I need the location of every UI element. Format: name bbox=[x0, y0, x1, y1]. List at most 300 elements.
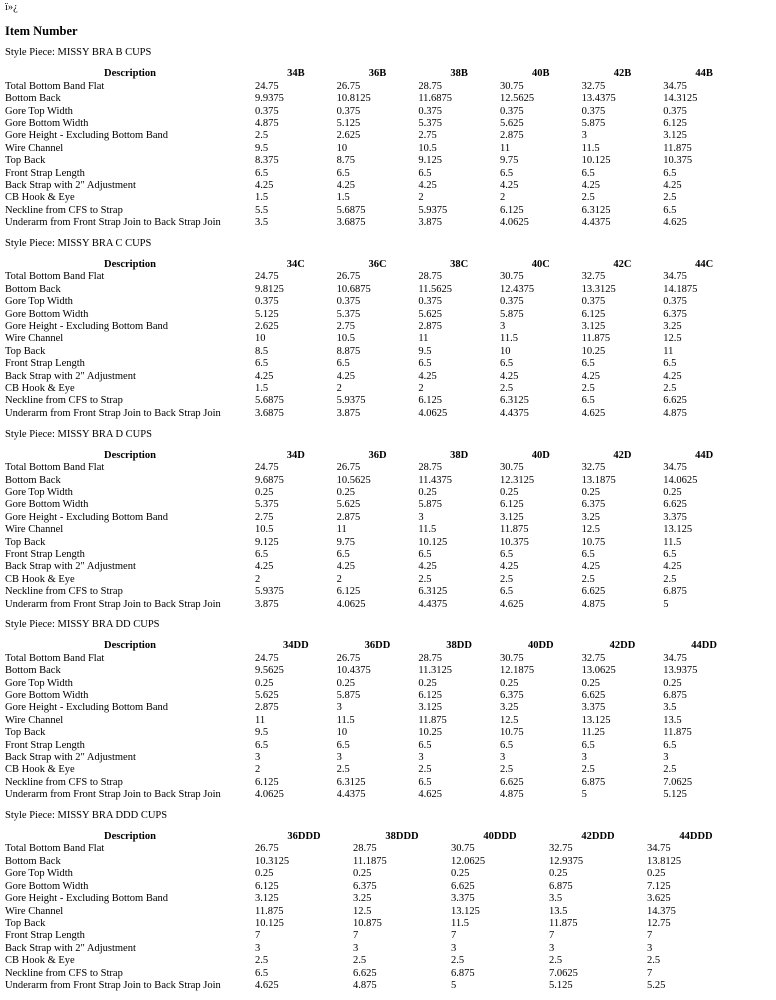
column-header-size: 38B bbox=[450, 68, 468, 80]
measurement-value: 4.25 bbox=[581, 370, 600, 382]
measurement-value: 3 bbox=[451, 942, 457, 954]
measurement-value: 3.125 bbox=[255, 893, 279, 905]
measurement-value: 11 bbox=[418, 333, 429, 345]
column-header-size: 40DDD bbox=[483, 831, 517, 843]
row-label: CB Hook & Eye bbox=[5, 192, 75, 204]
measurement-value: 11.5 bbox=[336, 714, 355, 726]
measurement-value: 4.4375 bbox=[581, 217, 611, 229]
measurement-value: 5.625 bbox=[418, 308, 442, 320]
measurement-value: 5.375 bbox=[418, 117, 442, 129]
table-header-row bbox=[5, 68, 745, 80]
measurement-value: 3.5 bbox=[255, 217, 269, 229]
measurement-value: 26.75 bbox=[336, 652, 361, 664]
measurement-value: 3 bbox=[255, 752, 261, 764]
measurement-value: 5.875 bbox=[581, 117, 606, 129]
row-label: Neckline from CFS to Strap bbox=[5, 967, 123, 979]
measurement-value: 24.75 bbox=[255, 271, 279, 283]
row-label: Neckline from CFS to Strap bbox=[5, 395, 123, 407]
measurement-value: 28.75 bbox=[418, 271, 442, 283]
measurement-value: 4.875 bbox=[581, 598, 606, 610]
measurement-value: 3.875 bbox=[255, 598, 279, 610]
table-row bbox=[5, 740, 745, 752]
measurement-value: 7.0625 bbox=[549, 967, 578, 979]
measurement-value: 10.8125 bbox=[336, 93, 371, 105]
column-header-size: 34DD bbox=[282, 640, 309, 652]
measurement-value: 5.125 bbox=[336, 117, 361, 129]
bom-artifact: ï»¿ bbox=[5, 2, 18, 13]
measurement-value: 4.25 bbox=[663, 370, 682, 382]
measurement-value: 6.5 bbox=[663, 739, 677, 751]
measurement-value: 5.125 bbox=[663, 789, 687, 801]
table-header-row bbox=[5, 450, 745, 462]
measurement-value: 11.5 bbox=[663, 536, 682, 548]
measurement-value: 4.4375 bbox=[336, 789, 366, 801]
row-label: Bottom Back bbox=[5, 855, 61, 867]
table-row bbox=[5, 383, 745, 395]
measurement-value: 12.5625 bbox=[499, 93, 535, 105]
table-row bbox=[5, 752, 745, 764]
measurement-value: 12.0625 bbox=[451, 855, 486, 867]
measurement-value: 4.875 bbox=[663, 407, 687, 419]
measurement-value: 0.375 bbox=[255, 296, 279, 308]
measurement-value: 30.75 bbox=[499, 80, 524, 92]
measurement-value: 8.75 bbox=[336, 155, 356, 167]
measurement-value: 9.75 bbox=[499, 155, 519, 167]
measurement-value: 6.875 bbox=[581, 776, 606, 788]
measurement-value: 2 bbox=[255, 764, 261, 776]
measurement-value: 2.75 bbox=[255, 511, 274, 523]
measurement-value: 6.5 bbox=[581, 395, 595, 407]
row-label: Neckline from CFS to Strap bbox=[5, 204, 123, 216]
table-row bbox=[5, 930, 745, 942]
row-label: Gore Top Width bbox=[5, 868, 73, 880]
column-header-size: 34D bbox=[286, 449, 305, 461]
style-piece-label: Style Piece: MISSY BRA B CUPS bbox=[5, 47, 152, 59]
column-header-size: 38DD bbox=[446, 640, 472, 652]
column-header-size: 44D bbox=[695, 449, 714, 461]
table-row bbox=[5, 358, 745, 370]
measurement-value: 6.375 bbox=[663, 308, 687, 320]
column-header-size: 44DDD bbox=[679, 831, 713, 843]
table-row bbox=[5, 143, 745, 155]
table-row bbox=[5, 487, 745, 499]
table-row bbox=[5, 192, 745, 204]
measurement-value: 4.0625 bbox=[499, 217, 529, 229]
column-header-size: 34B bbox=[287, 68, 305, 80]
measurement-value: 13.5 bbox=[549, 905, 568, 917]
measurement-value: 9.5 bbox=[418, 345, 432, 357]
measurement-value: 4.625 bbox=[255, 979, 279, 991]
measurement-value: 2.5 bbox=[581, 192, 595, 204]
table-row bbox=[5, 512, 745, 524]
measurement-value: 10.875 bbox=[353, 917, 382, 929]
measurement-value: 0.25 bbox=[255, 677, 274, 689]
measurement-value: 3 bbox=[353, 942, 359, 954]
measurement-value: 0.375 bbox=[663, 296, 687, 308]
measurement-value: 2 bbox=[418, 383, 424, 395]
measurement-value: 11.875 bbox=[499, 524, 529, 536]
measurement-value: 12.5 bbox=[663, 333, 682, 345]
measurement-value: 30.75 bbox=[499, 271, 524, 283]
measurement-value: 6.5 bbox=[336, 548, 350, 560]
measurement-value: 6.5 bbox=[418, 548, 432, 560]
measurement-value: 2.625 bbox=[255, 321, 279, 333]
table-row bbox=[5, 333, 745, 345]
measurement-value: 0.375 bbox=[663, 105, 687, 117]
measurement-value: 2.5 bbox=[499, 573, 514, 585]
row-label: Wire Channel bbox=[5, 524, 64, 536]
table-row bbox=[5, 346, 745, 358]
measurement-value: 4.25 bbox=[499, 179, 519, 191]
measurement-value: 6.5 bbox=[663, 204, 677, 216]
row-label: Back Strap with 2" Adjustment bbox=[5, 561, 136, 573]
measurement-value: 14.3125 bbox=[663, 93, 698, 105]
measurement-value: 1.5 bbox=[255, 192, 269, 204]
measurement-value: 2.5 bbox=[647, 955, 661, 967]
table-row bbox=[5, 271, 745, 283]
measurement-value: 4.25 bbox=[255, 179, 274, 191]
measurement-value: 2 bbox=[499, 192, 506, 204]
table-row bbox=[5, 296, 745, 308]
row-label: Total Bottom Band Flat bbox=[5, 80, 105, 92]
measurement-value: 9.125 bbox=[255, 536, 279, 548]
row-label: Top Back bbox=[5, 155, 46, 167]
measurement-value: 32.75 bbox=[581, 80, 606, 92]
measurement-value: 0.375 bbox=[255, 105, 279, 117]
measurement-value: 9.8125 bbox=[255, 283, 284, 295]
measurement-value: 10.125 bbox=[255, 917, 284, 929]
measurement-value: 6.125 bbox=[336, 586, 361, 598]
measurement-value: 4.625 bbox=[499, 598, 524, 610]
measurement-value: 11 bbox=[499, 142, 511, 154]
measurement-value: 6.3125 bbox=[499, 395, 529, 407]
measurement-value: 0.25 bbox=[336, 677, 356, 689]
measurement-value: 4.875 bbox=[255, 117, 279, 129]
measurement-value: 28.75 bbox=[418, 462, 442, 474]
measurement-value: 0.25 bbox=[255, 868, 274, 880]
measurement-value: 2 bbox=[336, 383, 342, 395]
measurement-value: 10.5625 bbox=[336, 474, 371, 486]
measurement-value: 3 bbox=[418, 752, 424, 764]
measurement-value: 2.5 bbox=[581, 573, 595, 585]
measurement-value: 6.5 bbox=[255, 167, 269, 179]
column-header-description: Description bbox=[104, 640, 156, 652]
measurement-value: 11 bbox=[663, 345, 674, 357]
measurement-value: 5.9375 bbox=[336, 395, 366, 407]
measurement-value: 6.125 bbox=[499, 499, 524, 511]
column-header-description: Description bbox=[104, 68, 156, 80]
row-label: Gore Top Width bbox=[5, 677, 73, 689]
measurement-value: 9.9375 bbox=[255, 93, 284, 105]
row-label: Top Back bbox=[5, 917, 46, 929]
measurement-value: 3 bbox=[581, 130, 587, 142]
table-row bbox=[5, 881, 745, 893]
row-label: Total Bottom Band Flat bbox=[5, 462, 105, 474]
measurement-value: 9.125 bbox=[418, 155, 442, 167]
measurement-value: 11.5 bbox=[418, 524, 437, 536]
measurement-value: 3.125 bbox=[499, 511, 524, 523]
row-label: Bottom Back bbox=[5, 283, 61, 295]
measurement-value: 3.875 bbox=[336, 407, 361, 419]
measurement-value: 5 bbox=[663, 598, 669, 610]
measurement-value: 3.25 bbox=[499, 702, 519, 714]
row-label: Gore Height - Excluding Bottom Band bbox=[5, 702, 169, 714]
measurement-value: 30.75 bbox=[499, 652, 524, 664]
table-row bbox=[5, 906, 745, 918]
row-label: Neckline from CFS to Strap bbox=[5, 776, 123, 788]
measurement-value: 3 bbox=[499, 752, 506, 764]
row-label: Gore Height - Excluding Bottom Band bbox=[5, 893, 169, 905]
measurement-table bbox=[5, 259, 745, 420]
row-label: Gore Top Width bbox=[5, 105, 73, 117]
measurement-value: 6.875 bbox=[451, 967, 475, 979]
table-row bbox=[5, 599, 745, 611]
measurement-value: 1.5 bbox=[255, 383, 269, 395]
measurement-value: 12.5 bbox=[353, 905, 372, 917]
measurement-value: 4.25 bbox=[336, 561, 356, 573]
table-row bbox=[5, 93, 745, 105]
measurement-value: 11 bbox=[336, 524, 347, 536]
row-label: Bottom Back bbox=[5, 474, 61, 486]
measurement-value: 2.625 bbox=[336, 130, 361, 142]
measurement-value: 10.75 bbox=[581, 536, 606, 548]
measurement-value: 13.4375 bbox=[581, 93, 616, 105]
measurement-value: 10.375 bbox=[663, 155, 693, 167]
measurement-value: 10.75 bbox=[499, 727, 524, 739]
measurement-value: 4.4375 bbox=[418, 598, 448, 610]
measurement-value: 2.5 bbox=[418, 573, 432, 585]
measurement-value: 11.3125 bbox=[418, 665, 453, 677]
row-label: Underarm from Front Strap Join to Back Strap Join bbox=[5, 598, 221, 610]
measurement-value: 14.1875 bbox=[663, 283, 698, 295]
measurement-value: 32.75 bbox=[581, 462, 606, 474]
table-row bbox=[5, 408, 745, 420]
table-row bbox=[5, 118, 745, 130]
measurement-value: 24.75 bbox=[255, 652, 279, 664]
measurement-value: 0.25 bbox=[353, 868, 372, 880]
measurement-value: 2.5 bbox=[663, 383, 677, 395]
measurement-value: 34.75 bbox=[663, 271, 687, 283]
table-row bbox=[5, 789, 745, 801]
measurement-value: 4.25 bbox=[418, 370, 437, 382]
column-header-size: 36DD bbox=[364, 640, 391, 652]
measurement-value: 2.75 bbox=[336, 321, 356, 333]
measurement-value: 11.875 bbox=[663, 727, 692, 739]
measurement-value: 10 bbox=[255, 333, 266, 345]
measurement-value: 0.25 bbox=[647, 868, 666, 880]
measurement-value: 6.5 bbox=[336, 739, 350, 751]
measurement-value: 13.3125 bbox=[581, 283, 616, 295]
measurement-value: 5.9375 bbox=[418, 204, 448, 216]
table-row bbox=[5, 155, 745, 167]
table-row bbox=[5, 462, 745, 474]
measurement-value: 2.5 bbox=[336, 764, 350, 776]
measurement-value: 4.25 bbox=[663, 561, 682, 573]
measurement-value: 6.625 bbox=[581, 586, 606, 598]
measurement-value: 26.75 bbox=[336, 462, 361, 474]
measurement-value: 4.25 bbox=[499, 370, 519, 382]
measurement-value: 7 bbox=[451, 930, 457, 942]
spec-sections bbox=[5, 47, 776, 992]
row-label: Gore Height - Excluding Bottom Band bbox=[5, 321, 169, 333]
row-label: Wire Channel bbox=[5, 714, 64, 726]
column-header-size: 38DDD bbox=[385, 831, 419, 843]
measurement-value: 0.375 bbox=[336, 105, 361, 117]
table-row bbox=[5, 777, 745, 789]
measurement-value: 2.5 bbox=[255, 955, 269, 967]
measurement-value: 5.125 bbox=[549, 979, 573, 991]
measurement-value: 4.0625 bbox=[418, 407, 448, 419]
measurement-value: 6.3125 bbox=[336, 776, 366, 788]
measurement-value: 4.25 bbox=[581, 179, 600, 191]
measurement-value: 2.875 bbox=[336, 511, 361, 523]
column-header-size: 38C bbox=[450, 259, 469, 270]
measurement-value: 6.5 bbox=[336, 358, 350, 370]
measurement-value: 6.3125 bbox=[418, 586, 448, 598]
measurement-value: 11.5625 bbox=[418, 283, 453, 295]
style-piece-label: Style Piece: MISSY BRA DD CUPS bbox=[5, 619, 160, 631]
measurement-value: 4.25 bbox=[336, 179, 356, 191]
measurement-value: 10.375 bbox=[499, 536, 529, 548]
row-label: Front Strap Length bbox=[5, 930, 85, 942]
measurement-value: 3.5 bbox=[549, 893, 563, 905]
measurement-value: 11.5 bbox=[499, 333, 518, 345]
measurement-value: 6.625 bbox=[663, 395, 687, 407]
table-row bbox=[5, 653, 745, 665]
measurement-value: 10.25 bbox=[418, 727, 442, 739]
measurement-value: 26.75 bbox=[336, 80, 361, 92]
measurement-value: 4.25 bbox=[663, 179, 682, 191]
measurement-value: 12.75 bbox=[647, 917, 671, 929]
measurement-value: 6.5 bbox=[418, 776, 432, 788]
row-label: Underarm from Front Strap Join to Back Strap Join bbox=[5, 407, 221, 419]
row-label: Gore Height - Excluding Bottom Band bbox=[5, 511, 169, 523]
measurement-value: 5 bbox=[581, 789, 587, 801]
measurement-value: 9.5625 bbox=[255, 665, 284, 677]
table-row bbox=[5, 81, 745, 93]
measurement-value: 4.875 bbox=[499, 789, 524, 801]
measurement-value: 10.125 bbox=[581, 155, 611, 167]
measurement-value: 5.625 bbox=[336, 499, 361, 511]
style-piece-label: Style Piece: MISSY BRA D CUPS bbox=[5, 428, 152, 440]
table-row bbox=[5, 918, 745, 930]
measurement-value: 6.375 bbox=[581, 499, 606, 511]
measurement-value: 2.5 bbox=[499, 383, 514, 395]
measurement-value: 6.5 bbox=[499, 739, 514, 751]
column-header-size: 44DD bbox=[691, 640, 717, 652]
column-header-size: 42C bbox=[613, 259, 632, 270]
measurement-value: 2.5 bbox=[581, 764, 595, 776]
page-title: Item Number bbox=[5, 24, 78, 39]
measurement-value: 7 bbox=[647, 967, 653, 979]
row-label: Underarm from Front Strap Join to Back Strap Join bbox=[5, 789, 221, 801]
measurement-value: 5.375 bbox=[255, 499, 279, 511]
measurement-value: 28.75 bbox=[418, 652, 442, 664]
measurement-value: 13.9375 bbox=[663, 665, 698, 677]
table-row bbox=[5, 764, 745, 776]
measurement-value: 5.5 bbox=[255, 204, 269, 216]
table-row bbox=[5, 180, 745, 192]
measurement-value: 7 bbox=[549, 930, 555, 942]
measurement-value: 7 bbox=[255, 930, 261, 942]
measurement-value: 6.5 bbox=[499, 586, 514, 598]
table-row bbox=[5, 586, 745, 598]
row-label: Bottom Back bbox=[5, 665, 61, 677]
measurement-value: 34.75 bbox=[663, 652, 687, 664]
measurement-value: 0.375 bbox=[499, 105, 524, 117]
measurement-value: 10 bbox=[336, 142, 348, 154]
measurement-value: 3 bbox=[499, 321, 506, 333]
measurement-value: 6.5 bbox=[499, 167, 514, 179]
row-label: Gore Top Width bbox=[5, 296, 73, 308]
table-row bbox=[5, 574, 745, 586]
column-header-size: 36DDD bbox=[287, 831, 321, 843]
column-header-description: Description bbox=[104, 831, 156, 843]
measurement-value: 32.75 bbox=[549, 843, 573, 855]
measurement-value: 11.875 bbox=[663, 142, 692, 154]
measurement-value: 6.5 bbox=[255, 358, 269, 370]
measurement-value: 6.625 bbox=[499, 776, 524, 788]
measurement-value: 4.625 bbox=[581, 407, 606, 419]
measurement-value: 10 bbox=[499, 345, 511, 357]
measurement-value: 6.5 bbox=[255, 739, 269, 751]
measurement-value: 11.6875 bbox=[418, 93, 453, 105]
measurement-value: 7.125 bbox=[647, 880, 671, 892]
measurement-value: 4.25 bbox=[581, 561, 600, 573]
row-label: Top Back bbox=[5, 345, 46, 357]
table-row bbox=[5, 715, 745, 727]
measurement-value: 6.125 bbox=[255, 880, 279, 892]
measurement-value: 6.5 bbox=[581, 167, 595, 179]
measurement-value: 13.0625 bbox=[581, 665, 616, 677]
row-label: Back Strap with 2" Adjustment bbox=[5, 752, 136, 764]
measurement-value: 3 bbox=[255, 942, 261, 954]
measurement-value: 12.5 bbox=[581, 524, 600, 536]
measurement-value: 0.25 bbox=[499, 486, 519, 498]
measurement-value: 0.25 bbox=[255, 486, 274, 498]
column-header-size: 36C bbox=[368, 259, 387, 270]
table-row bbox=[5, 955, 745, 967]
table-row bbox=[5, 665, 745, 677]
measurement-value: 6.125 bbox=[499, 204, 524, 216]
measurement-value: 12.1875 bbox=[499, 665, 535, 677]
measurement-value: 0.375 bbox=[336, 296, 361, 308]
measurement-value: 2.5 bbox=[549, 955, 563, 967]
measurement-value: 7 bbox=[353, 930, 359, 942]
measurement-value: 2.75 bbox=[418, 130, 437, 142]
measurement-value: 12.3125 bbox=[499, 474, 535, 486]
measurement-value: 6.875 bbox=[549, 880, 573, 892]
measurement-value: 2.5 bbox=[255, 130, 269, 142]
row-label: Underarm from Front Strap Join to Back Strap Join bbox=[5, 217, 221, 229]
measurement-value: 2.5 bbox=[581, 383, 595, 395]
measurement-value: 9.5 bbox=[255, 142, 269, 154]
measurement-value: 3.375 bbox=[451, 893, 475, 905]
measurement-value: 6.5 bbox=[581, 739, 595, 751]
row-label: CB Hook & Eye bbox=[5, 955, 75, 967]
row-label: Front Strap Length bbox=[5, 358, 85, 370]
table-row bbox=[5, 561, 745, 573]
table-row bbox=[5, 130, 745, 142]
measurement-value: 4.0625 bbox=[336, 598, 366, 610]
measurement-value: 3.375 bbox=[663, 511, 687, 523]
measurement-value: 11 bbox=[255, 714, 266, 726]
measurement-value: 8.875 bbox=[336, 345, 361, 357]
measurement-value: 2 bbox=[255, 573, 261, 585]
table-row bbox=[5, 702, 745, 714]
measurement-value: 32.75 bbox=[581, 652, 606, 664]
measurement-table bbox=[5, 68, 745, 229]
